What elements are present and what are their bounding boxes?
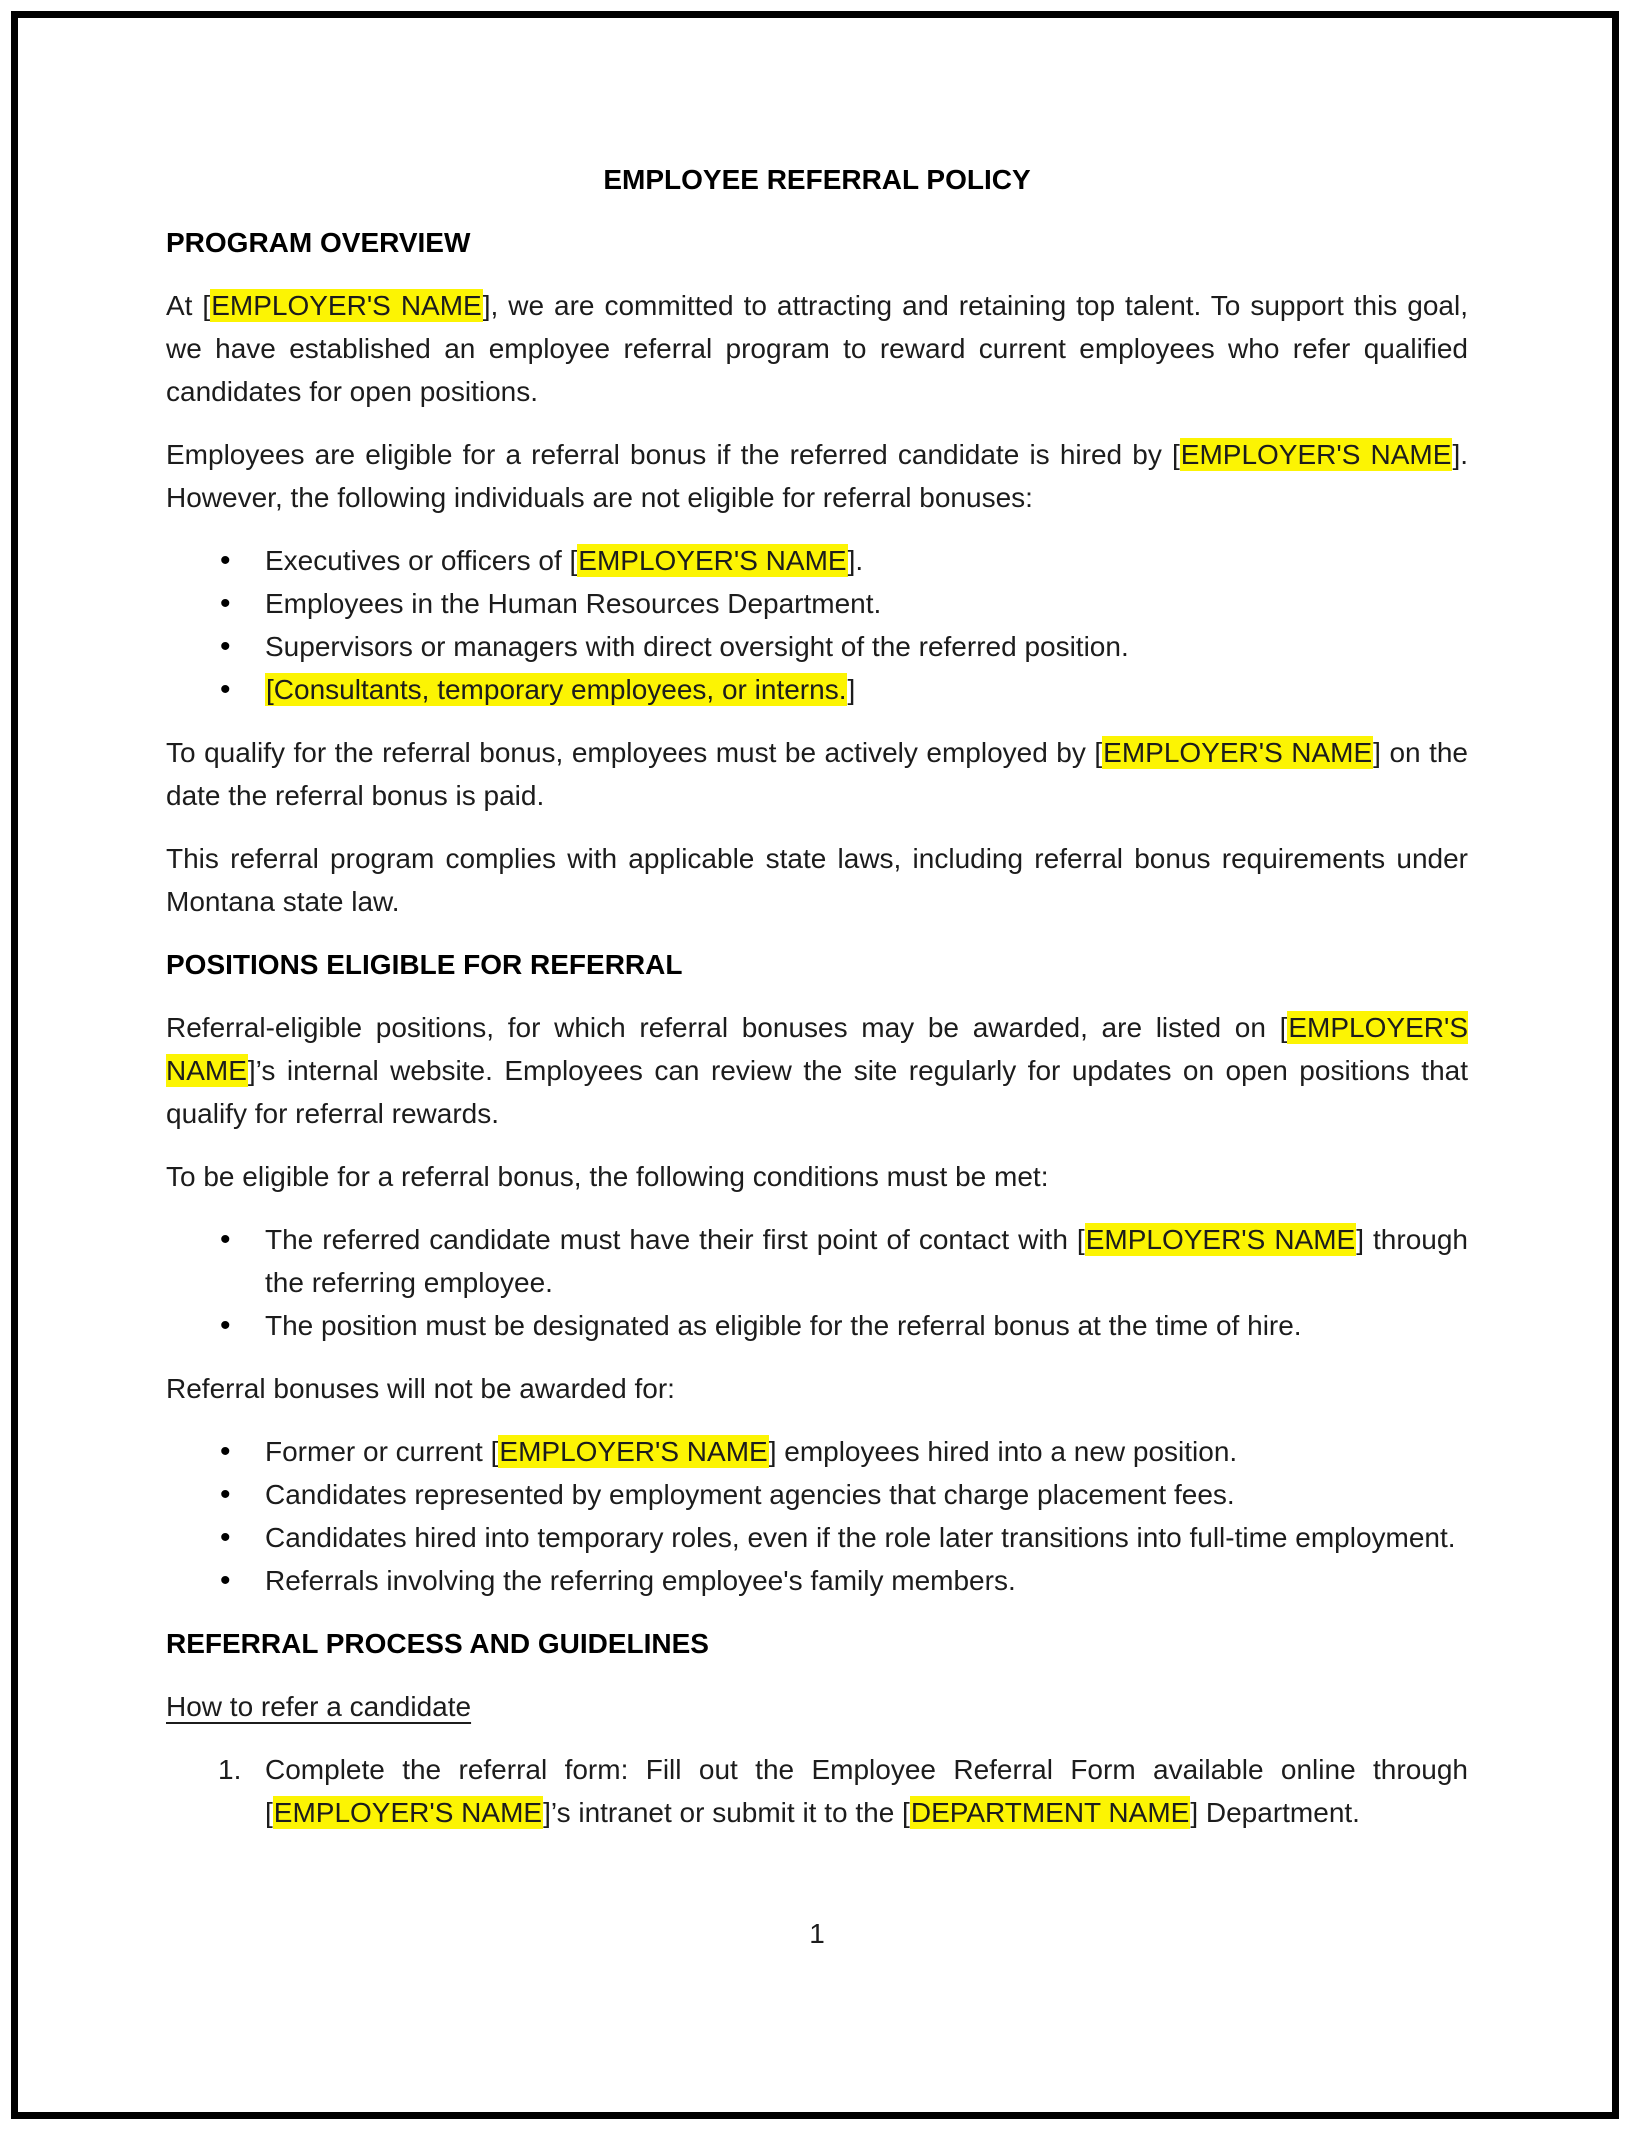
employer-name-placeholder: EMPLOYER'S NAME: [1103, 737, 1373, 768]
text-run: ] employees hired into a new position.: [768, 1436, 1238, 1467]
list-item: [166, 625, 1468, 668]
text-run: Employees in the Human Resources Department.: [265, 588, 882, 619]
text-run: ] Department.: [1190, 1797, 1360, 1828]
step-number: 1.: [218, 1754, 242, 1785]
text-run: This referral program complies with applicable state laws, including referral bonus requirements under Montana state law.: [166, 843, 1468, 917]
employer-name-placeholder: EMPLOYER'S NAME: [1085, 1224, 1356, 1255]
employer-name-placeholder: EMPLOYER'S NAME: [578, 545, 847, 576]
page-number: 1: [809, 1918, 825, 1949]
paragraph: [166, 284, 1468, 413]
numbered-item: [166, 1748, 1468, 1834]
text-run: ]’s internal website. Employees can review the site regularly for updates on open positions that qualify for referral rewards.: [166, 1055, 1468, 1129]
text-run: ]. However, the following individuals are not eligible for referral bonuses:: [166, 439, 1468, 513]
paragraph: [166, 731, 1468, 817]
paragraph: [166, 433, 1468, 519]
text-run: Executives or officers of [: [265, 545, 578, 576]
employer-name-placeholder: EMPLOYER'S NAME: [211, 290, 482, 321]
text-run: Employees are eligible for a referral bonus if the referred candidate is hired by [: [166, 439, 1180, 470]
list-item: [166, 1516, 1468, 1559]
text-run: Former or current [: [265, 1436, 499, 1467]
employer-name-placeholder: EMPLOYER'S NAME: [273, 1797, 543, 1828]
text-run: ]: [847, 674, 856, 705]
section-heading-positions-eligible: POSITIONS ELIGIBLE FOR REFERRAL: [166, 949, 683, 980]
list-item: [166, 582, 1468, 625]
list-item: [166, 1304, 1468, 1347]
department-name-placeholder: DEPARTMENT NAME: [910, 1797, 1190, 1828]
list-item: [166, 668, 1468, 711]
list-item: [166, 539, 1468, 582]
list-item: [166, 1430, 1468, 1473]
text-run: The referred candidate must have their first point of contact with [: [265, 1224, 1085, 1255]
text-run: ] on the date the referral bonus is paid.: [166, 737, 1469, 811]
employer-name-placeholder: EMPLOYER'S NAME: [499, 1436, 768, 1467]
bullet-list: [166, 539, 1468, 711]
section-heading-referral-process: REFERRAL PROCESS AND GUIDELINES: [166, 1628, 709, 1659]
document-title: EMPLOYEE REFERRAL POLICY: [603, 164, 1031, 195]
employer-name-placeholder: EMPLOYER'S NAME: [1180, 439, 1452, 470]
subheading-how-to-refer: How to refer a candidate: [166, 1691, 472, 1722]
text-run: ].: [847, 545, 864, 576]
text-run: Supervisors or managers with direct oversight of the referred position.: [265, 631, 1129, 662]
text-run: Referrals involving the referring employee's family members.: [265, 1565, 1016, 1596]
text-run: At [: [166, 290, 211, 321]
list-item: [166, 1473, 1468, 1516]
text-run: To qualify for the referral bonus, employees must be actively employed by [: [166, 737, 1103, 768]
paragraph: [166, 1367, 1468, 1410]
text-run: Complete the referral form: Fill out the Employee Referral Form available online through [: [265, 1754, 1468, 1828]
text-run: Candidates hired into temporary roles, even if the role later transitions into full-time employment.: [265, 1522, 1456, 1553]
page-content: [166, 158, 1468, 1975]
text-run: To be eligible for a referral bonus, the following conditions must be met:: [166, 1161, 1049, 1192]
text-run: ], we are committed to attracting and retaining top talent. To support this goal, we have established an employee referral program to reward current employees who refer qualified candidates for open positions.: [166, 290, 1468, 407]
paragraph: [166, 1155, 1468, 1198]
list-item: [166, 1218, 1468, 1304]
employer-name-placeholder: EMPLOYER'S NAME: [166, 1012, 1468, 1086]
text-run: ] through the referring employee.: [265, 1224, 1468, 1298]
section-heading-program-overview: PROGRAM OVERVIEW: [166, 227, 471, 258]
text-run: Candidates represented by employment agencies that charge placement fees.: [265, 1479, 1235, 1510]
consultants-placeholder: [Consultants, temporary employees, or interns.: [266, 674, 847, 705]
paragraph: [166, 1006, 1468, 1135]
text-run: Referral-eligible positions, for which referral bonuses may be awarded, are listed on [: [166, 1012, 1288, 1043]
list-item: [166, 1559, 1468, 1602]
numbered-list: [166, 1748, 1468, 1834]
text-run: The position must be designated as eligible for the referral bonus at the time of hire.: [265, 1310, 1302, 1341]
bullet-list: [166, 1218, 1468, 1347]
paragraph: [166, 837, 1468, 923]
bullet-list: [166, 1430, 1468, 1602]
text-run: Referral bonuses will not be awarded for:: [166, 1373, 675, 1404]
text-run: ]’s intranet or submit it to the [: [543, 1797, 910, 1828]
